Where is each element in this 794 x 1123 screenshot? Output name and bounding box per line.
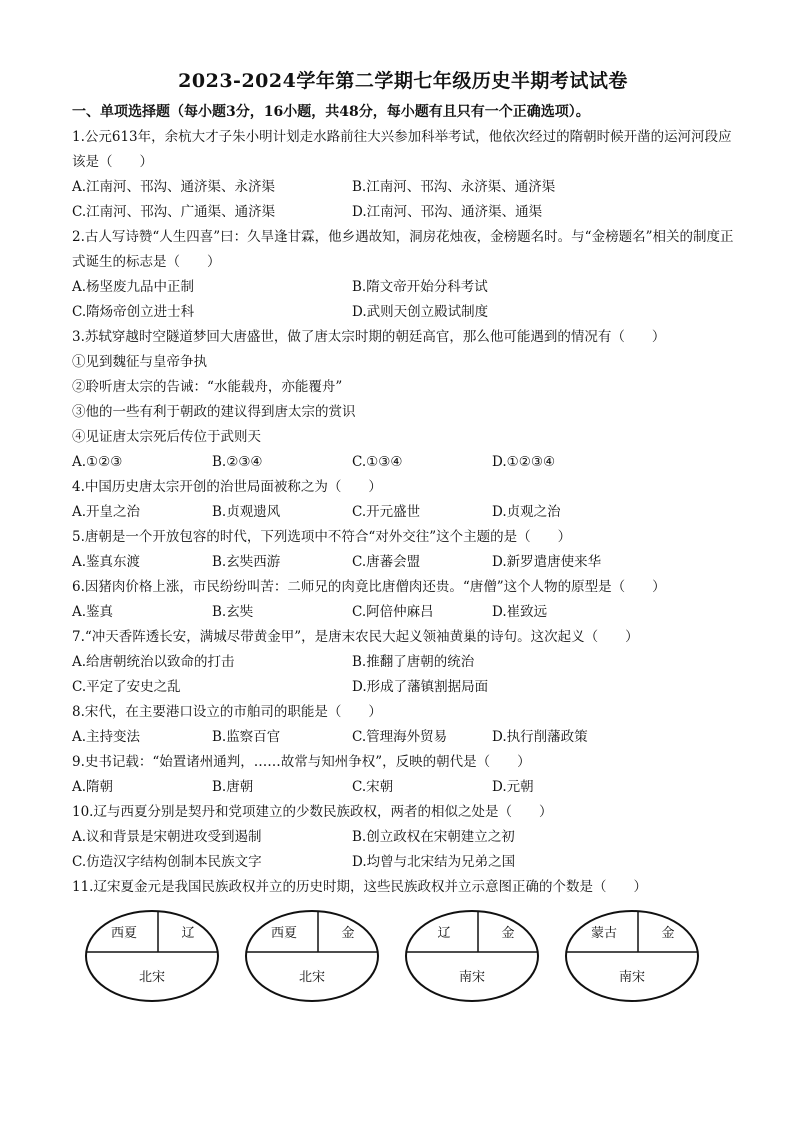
option-grid xyxy=(72,550,734,575)
answer-option[interactable]: A.杨坚废九品中正制 xyxy=(72,279,195,295)
regime-diagram-4 xyxy=(552,906,712,1006)
question-10 xyxy=(72,800,734,875)
question-stem: 6.因猪肉价格上涨，市民纷纷叫苦：二师兄的肉竟比唐僧肉还贵。“唐僧”这个人物的原型是（ ） xyxy=(72,579,666,595)
question-2 xyxy=(72,225,734,325)
question-stem: 9.史书记载：“始置诸州通判，……故常与知州争权”，反映的朝代是（ ） xyxy=(72,754,531,770)
answer-option[interactable]: B.监察百官 xyxy=(212,729,281,745)
answer-option[interactable]: C.江南河、邗沟、广通渠、通济渠 xyxy=(72,204,276,220)
question-11 xyxy=(72,875,734,900)
question-statement: ①见到魏征与皇帝争执 xyxy=(72,354,207,370)
section-header: 一、单项选择题（每小题3分，16小题，共48分，每小题有且只有一个正确选项）。 xyxy=(72,104,590,120)
regime-diagram-2 xyxy=(232,906,392,1006)
diagram-label-left: 西夏 xyxy=(110,926,138,941)
answer-option[interactable]: D.①②③④ xyxy=(492,454,556,470)
answer-option[interactable]: B.创立政权在宋朝建立之初 xyxy=(352,829,515,845)
diagram-outline xyxy=(86,911,218,1001)
answer-option[interactable]: C.宋朝 xyxy=(352,779,394,795)
answer-option[interactable]: B.玄奘西游 xyxy=(212,554,281,570)
option-grid xyxy=(72,600,734,625)
answer-option[interactable]: D.均曾与北宋结为兄弟之国 xyxy=(352,854,516,870)
question-stem: 2.古人写诗赞“人生四喜”曰：久旱逢甘霖，他乡遇故知，洞房花烛夜，金榜题名时。与“金榜题名”相关的制度正式诞生的标志是（ ） xyxy=(72,229,734,270)
answer-option[interactable]: A.江南河、邗沟、通济渠、永济渠 xyxy=(72,179,276,195)
diagram-outline xyxy=(406,911,538,1001)
answer-option[interactable]: D.新罗遣唐使来华 xyxy=(492,554,602,570)
question-3 xyxy=(72,325,734,475)
answer-option[interactable]: C.隋炀帝创立进士科 xyxy=(72,304,195,320)
question-6 xyxy=(72,575,734,625)
question-stem: 11.辽宋夏金元是我国民族政权并立的历史时期，这些民族政权并立示意图正确的个数是（ ） xyxy=(72,879,647,895)
diagram-label-right: 金 xyxy=(501,926,515,941)
answer-option[interactable]: C.阿倍仲麻吕 xyxy=(352,604,434,620)
diagram-label-bottom: 北宋 xyxy=(138,970,166,985)
answer-option[interactable]: A.开皇之治 xyxy=(72,504,141,520)
answer-option[interactable]: B.玄奘 xyxy=(212,604,254,620)
answer-option[interactable]: B.②③④ xyxy=(212,454,263,470)
answer-option[interactable]: C.开元盛世 xyxy=(352,504,421,520)
answer-option[interactable]: B.唐朝 xyxy=(212,779,254,795)
diagram-label-left: 蒙古 xyxy=(590,926,618,941)
answer-option[interactable]: A.给唐朝统治以致命的打击 xyxy=(72,654,235,670)
option-grid xyxy=(72,175,734,225)
diagram-outline xyxy=(246,911,378,1001)
question-statement: ③他的一些有利于朝政的建议得到唐太宗的赏识 xyxy=(72,404,356,420)
question-stem: 10.辽与西夏分别是契丹和党项建立的少数民族政权，两者的相似之处是（ ） xyxy=(72,804,553,820)
option-grid xyxy=(72,650,734,700)
answer-option[interactable]: B.江南河、邗沟、永济渠、通济渠 xyxy=(352,179,556,195)
diagram-label-bottom: 南宋 xyxy=(618,970,646,985)
question-statement: ②聆听唐太宗的告诫：“水能载舟，亦能覆舟” xyxy=(72,379,343,395)
question-4 xyxy=(72,475,734,525)
answer-option[interactable]: D.江南河、邗沟、通济渠、通渠 xyxy=(352,204,543,220)
question-8 xyxy=(72,700,734,750)
option-grid xyxy=(72,725,734,750)
question-5 xyxy=(72,525,734,575)
diagram-label-left: 西夏 xyxy=(270,926,298,941)
diagram-label-right: 辽 xyxy=(181,926,195,941)
diagram-outline xyxy=(566,911,698,1001)
answer-option[interactable]: B.隋文帝开始分科考试 xyxy=(352,279,488,295)
answer-option[interactable]: C.平定了安史之乱 xyxy=(72,679,181,695)
option-grid xyxy=(72,450,734,475)
diagram-label-bottom: 北宋 xyxy=(298,970,326,985)
answer-option[interactable]: B.推翻了唐朝的统治 xyxy=(352,654,475,670)
answer-option[interactable]: D.执行削藩政策 xyxy=(492,729,588,745)
question-statement: ④见证唐太宗死后传位于武则天 xyxy=(72,429,261,445)
page-title: 2023-2024学年第二学期七年级历史半期考试试卷 xyxy=(178,70,628,92)
question-stem: 7.“冲天香阵透长安，满城尽带黄金甲”，是唐末农民大起义领袖黄巢的诗句。这次起义（ ） xyxy=(72,629,639,645)
answer-option[interactable]: A.鉴真东渡 xyxy=(72,554,141,570)
question-stem: 4.中国历史唐太宗开创的治世局面被称之为（ ） xyxy=(72,479,382,495)
question-7 xyxy=(72,625,734,700)
regime-diagram-1 xyxy=(72,906,232,1006)
answer-option[interactable]: A.鉴真 xyxy=(72,604,114,620)
question-list xyxy=(72,125,734,900)
answer-option[interactable]: A.议和背景是宋朝进攻受到遏制 xyxy=(72,829,262,845)
answer-option[interactable]: C.管理海外贸易 xyxy=(352,729,448,745)
answer-option[interactable]: C.①③④ xyxy=(352,454,403,470)
option-grid xyxy=(72,825,734,875)
answer-option[interactable]: D.武则天创立殿试制度 xyxy=(352,304,489,320)
answer-option[interactable]: D.崔致远 xyxy=(492,604,548,620)
question-9 xyxy=(72,750,734,800)
question-stem: 5.唐朝是一个开放包容的时代，下列选项中不符合“对外交往”这个主题的是（ ） xyxy=(72,529,572,545)
regime-diagram-3 xyxy=(392,906,552,1006)
answer-option[interactable]: D.贞观之治 xyxy=(492,504,561,520)
option-grid xyxy=(72,500,734,525)
question-1 xyxy=(72,125,734,225)
answer-option[interactable]: A.①②③ xyxy=(72,454,123,470)
answer-option[interactable]: D.形成了藩镇割据局面 xyxy=(352,679,489,695)
answer-option[interactable]: A.主持变法 xyxy=(72,729,141,745)
answer-option[interactable]: B.贞观遗风 xyxy=(212,504,281,520)
question-stem: 1.公元613年，余杭大才子朱小明计划走水路前往大兴参加科举考试，他依次经过的隋朝时候开凿的运河河段应该是（ ） xyxy=(72,129,732,170)
diagram-label-left: 辽 xyxy=(437,926,451,941)
answer-option[interactable]: C.唐蕃会盟 xyxy=(352,554,421,570)
answer-option[interactable]: A.隋朝 xyxy=(72,779,114,795)
regime-diagrams xyxy=(72,906,734,1006)
diagram-label-bottom: 南宋 xyxy=(458,970,486,985)
option-grid xyxy=(72,275,734,325)
diagram-label-right: 金 xyxy=(661,926,675,941)
diagram-label-right: 金 xyxy=(341,926,355,941)
answer-option[interactable]: C.仿造汉字结构创制本民族文字 xyxy=(72,854,262,870)
option-grid xyxy=(72,775,734,800)
question-stem: 8.宋代，在主要港口设立的市舶司的职能是（ ） xyxy=(72,704,382,720)
question-stem: 3.苏轼穿越时空隧道梦回大唐盛世，做了唐太宗时期的朝廷高官，那么他可能遇到的情况有（ ） xyxy=(72,329,666,345)
answer-option[interactable]: D.元朝 xyxy=(492,779,534,795)
